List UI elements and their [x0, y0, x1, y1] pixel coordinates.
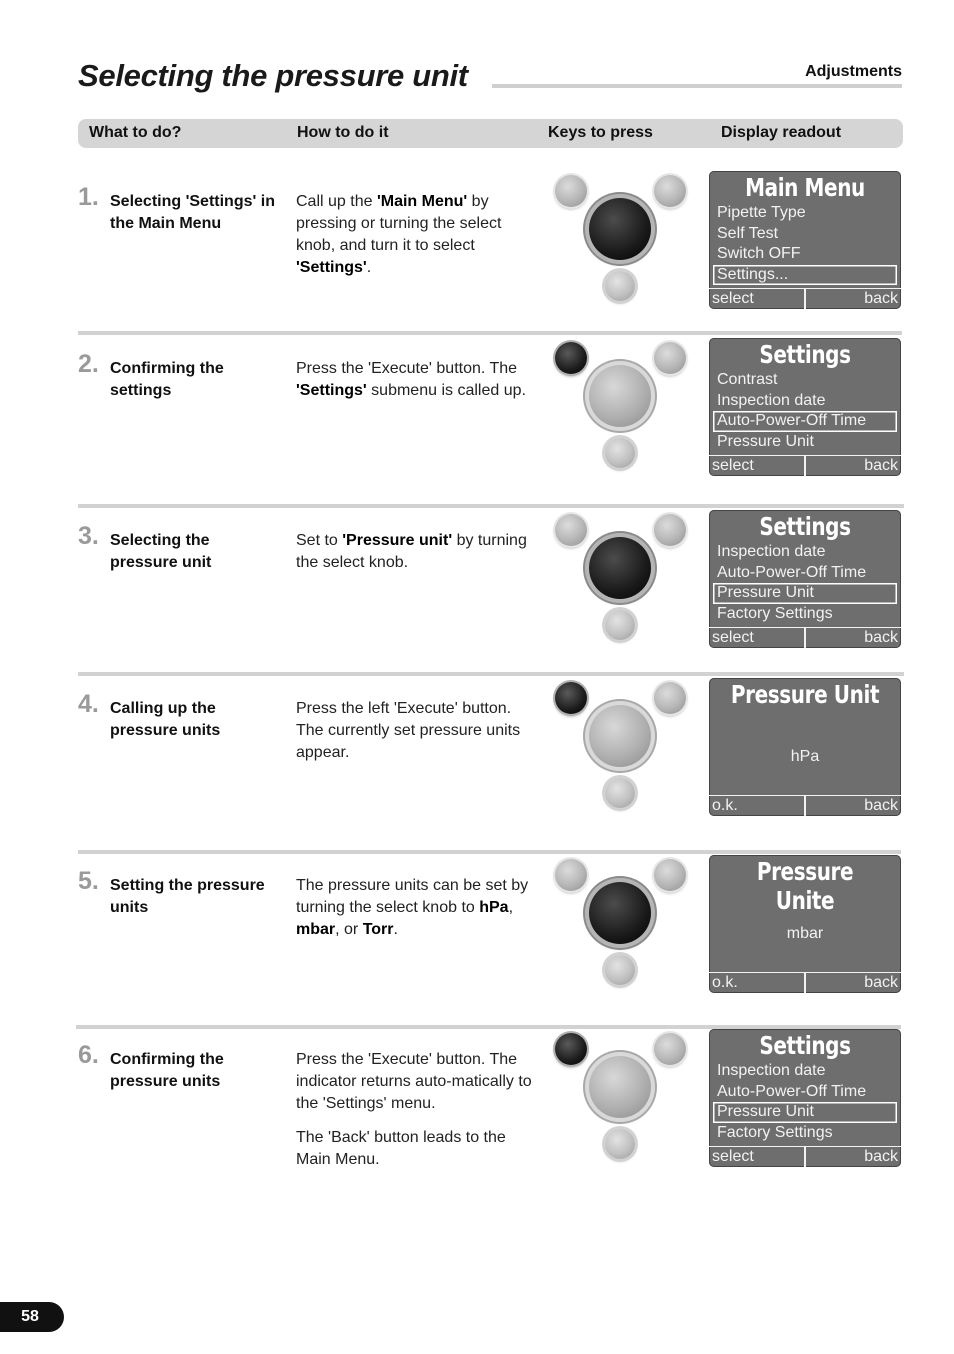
instruction-run: Press the left 'Execute' button. The currently set pressure units appear. — [296, 700, 521, 761]
display-softkey-bar — [709, 1146, 901, 1167]
keys-illustration — [548, 342, 698, 472]
keys-illustration — [548, 175, 698, 305]
display-menu-item-selected: Settings... — [713, 265, 897, 286]
instruction-run: The pressure units can be set by turning the select knob to — [296, 877, 529, 916]
column-header-keys: Keys to press — [548, 124, 653, 141]
select-knob[interactable] — [589, 882, 651, 944]
instruction-text — [296, 191, 536, 279]
bottom-button[interactable] — [605, 438, 635, 468]
display-softkey-bar — [709, 455, 901, 476]
execute-button[interactable] — [555, 859, 587, 891]
step-instructions — [296, 875, 536, 953]
execute-button[interactable] — [555, 342, 587, 374]
softkey-left-label: o.k. — [712, 974, 738, 991]
column-header-what: What to do? — [89, 124, 182, 141]
softkey-right-label: back — [864, 797, 898, 814]
instruction-bold: Torr — [362, 921, 394, 938]
instruction-run: , — [508, 899, 514, 916]
softkey-left-label: select — [712, 457, 754, 474]
bottom-button[interactable] — [605, 610, 635, 640]
display-value: hPa — [790, 748, 820, 765]
instruction-run: . — [366, 259, 372, 276]
instruction-text — [296, 530, 536, 574]
softkey-right-label: back — [864, 290, 898, 307]
display-title: Main Menu — [745, 173, 865, 202]
column-header-how: How to do it — [297, 124, 389, 141]
display-title: Settings — [759, 512, 851, 541]
display-softkey-bar — [709, 795, 901, 816]
display-title: Settings — [759, 340, 851, 369]
column-header-bar — [78, 119, 903, 148]
display-menu-item: Switch OFF — [717, 245, 801, 262]
row-divider — [78, 850, 901, 854]
step-row — [0, 340, 954, 510]
display-menu-item: Pressure Unit — [717, 432, 814, 450]
bottom-button[interactable] — [605, 271, 635, 301]
display-readout — [709, 1029, 901, 1167]
instruction-note: The 'Back' button leads to the Main Menu. — [296, 1129, 506, 1168]
display-readout — [709, 171, 901, 309]
step-instructions — [296, 358, 536, 414]
step-title: Setting the pressure units — [110, 877, 265, 916]
step-row — [0, 173, 954, 343]
display-softkey-bar — [709, 627, 901, 648]
execute-button[interactable] — [555, 175, 587, 207]
bottom-button[interactable] — [605, 955, 635, 985]
bottom-button[interactable] — [605, 1129, 635, 1159]
softkey-separator — [804, 973, 806, 993]
softkey-right-label: back — [864, 1148, 898, 1165]
execute-button[interactable] — [555, 1033, 587, 1065]
page-title: Selecting the pressure unit — [78, 58, 468, 93]
step-number: 4. — [78, 690, 99, 718]
bottom-button[interactable] — [605, 778, 635, 808]
softkey-left-label: o.k. — [712, 797, 738, 814]
display-menu-item: Self Test — [717, 224, 779, 242]
keys-illustration — [548, 682, 698, 812]
softkey-separator — [804, 456, 806, 476]
instruction-run: by turning the select knob. — [296, 532, 527, 571]
instruction-bold: 'Settings' — [296, 382, 367, 399]
step-title: Confirming the settings — [110, 360, 224, 399]
section-label: Adjustments — [805, 63, 902, 80]
instruction-bold: 'Settings' — [296, 259, 367, 276]
display-softkey-bar — [709, 972, 901, 993]
display-menu-item: Factory Settings — [717, 1123, 833, 1141]
instruction-run: . — [393, 921, 398, 938]
display-menu-item: Auto-Power-Off Time — [717, 563, 867, 581]
step-title: Calling up the pressure units — [110, 700, 221, 739]
display-readout — [709, 855, 901, 993]
step-row — [0, 1031, 954, 1201]
instruction-run: submenu is called up. — [366, 382, 526, 399]
step-title: Selecting the pressure unit — [110, 532, 212, 571]
instruction-run: Press the 'Execute' button. The — [296, 360, 518, 377]
display-menu-item-selected: Auto-Power-Off Time — [713, 411, 897, 432]
display-menu-item: Contrast — [717, 371, 778, 388]
step-instructions — [296, 1049, 536, 1183]
display-title: Settings — [759, 1031, 851, 1060]
display-menu-item-selected: Pressure Unit — [713, 1102, 897, 1123]
select-knob[interactable] — [589, 1056, 651, 1118]
softkey-separator — [804, 628, 806, 648]
softkey-right-label: back — [864, 457, 898, 474]
display-menu-list — [713, 203, 897, 285]
display-menu-item: Inspection date — [717, 1062, 826, 1079]
step-number: 1. — [78, 183, 99, 211]
step-number: 2. — [78, 350, 99, 378]
display-value: mbar — [786, 925, 824, 942]
display-menu-list — [713, 542, 897, 624]
instruction-text — [296, 698, 536, 764]
step-row — [0, 512, 954, 682]
softkey-left-label: select — [712, 290, 754, 307]
instruction-bold: mbar — [296, 921, 336, 938]
title-rule — [492, 84, 902, 88]
keys-illustration — [548, 514, 698, 644]
keys-illustration — [548, 859, 698, 989]
step-title: Confirming the pressure units — [110, 1051, 224, 1090]
display-title: Pressure Unite — [756, 857, 854, 915]
step-title: Selecting 'Settings' in the Main Menu — [110, 193, 275, 232]
display-title: Pressure Unit — [730, 680, 880, 709]
instruction-bold: hPa — [479, 899, 509, 916]
display-readout — [709, 510, 901, 648]
back-button[interactable] — [654, 682, 686, 714]
execute-button[interactable] — [555, 514, 587, 546]
keys-illustration — [548, 1033, 698, 1163]
execute-button[interactable] — [555, 682, 587, 714]
instruction-text — [296, 1049, 536, 1115]
display-menu-list — [713, 370, 897, 452]
softkey-left-label: select — [712, 629, 754, 646]
instruction-run: Set to — [296, 532, 343, 549]
instruction-run: , or — [335, 921, 363, 938]
select-knob[interactable] — [589, 198, 651, 260]
softkey-separator — [804, 796, 806, 816]
step-number: 5. — [78, 867, 99, 895]
display-readout — [709, 338, 901, 476]
step-number: 3. — [78, 522, 99, 550]
softkey-separator — [804, 1147, 806, 1167]
step-instructions — [296, 530, 536, 586]
softkey-right-label: back — [864, 629, 898, 646]
display-menu-item: Inspection date — [717, 391, 826, 409]
back-button[interactable] — [654, 514, 686, 546]
instruction-run: by pressing or turning the select knob, and turn it to select — [296, 193, 502, 254]
instruction-text — [296, 875, 536, 941]
instruction-run: Press the 'Execute' button. The indicator returns auto-matically to the 'Settings' menu. — [296, 1051, 532, 1112]
select-knob[interactable] — [589, 537, 651, 599]
step-instructions — [296, 698, 536, 776]
display-readout — [709, 678, 901, 816]
instruction-text — [296, 358, 536, 402]
softkey-right-label: back — [864, 974, 898, 991]
instruction-bold: 'Main Menu' — [376, 193, 468, 210]
step-instructions — [296, 191, 536, 291]
select-knob[interactable] — [589, 705, 651, 767]
back-button[interactable] — [654, 342, 686, 374]
back-button[interactable] — [654, 175, 686, 207]
softkey-left-label: select — [712, 1148, 754, 1165]
softkey-separator — [804, 289, 806, 309]
select-knob[interactable] — [589, 365, 651, 427]
display-menu-item-selected: Pressure Unit — [713, 583, 897, 604]
column-header-display: Display readout — [721, 124, 842, 141]
step-row — [0, 857, 954, 1027]
display-menu-item: Inspection date — [717, 543, 826, 560]
step-number: 6. — [78, 1041, 99, 1069]
display-menu-list — [713, 1061, 897, 1143]
page-number: 58 — [0, 1302, 64, 1332]
instruction-run: Call up the — [296, 193, 377, 210]
display-menu-item: Pipette Type — [717, 204, 806, 221]
display-softkey-bar — [709, 288, 901, 309]
back-button[interactable] — [654, 859, 686, 891]
display-menu-item: Factory Settings — [717, 604, 833, 622]
back-button[interactable] — [654, 1033, 686, 1065]
instruction-bold: 'Pressure unit' — [342, 532, 453, 549]
display-menu-item: Auto-Power-Off Time — [717, 1082, 867, 1100]
step-row — [0, 680, 954, 850]
